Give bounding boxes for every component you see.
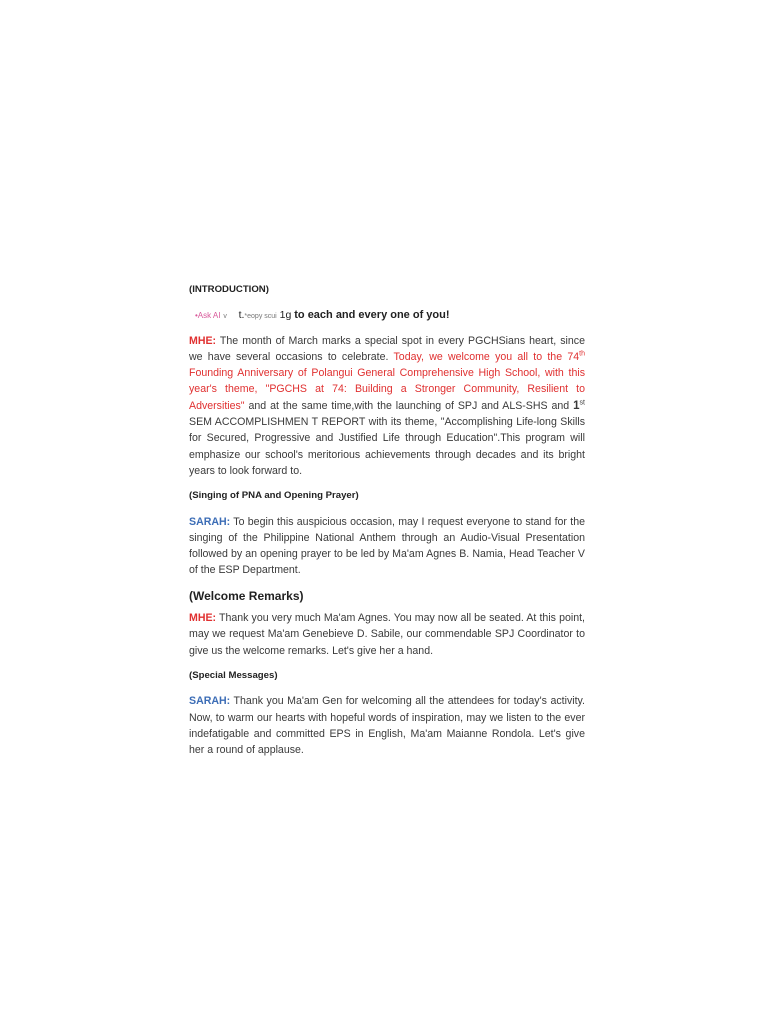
paragraph-sarah-anthem [189,514,585,579]
speaker-label: SARAH: [189,695,231,708]
paragraph-text: and at the same time,with the launching of SPJ and ALS-SHS and [244,399,574,412]
paragraph-text: To begin this auspicious occasion, may I request everyone to stand for the singing of the Philippine National Anthem through an Audio-Visual Presentation followed by an opening prayer to be led by Ma'am Agnes B. Namia, Head Teacher V of the ESP Department. [189,515,585,577]
paragraph-text: Thank you very much Ma'am Agnes. You may now all be seated. At this point, may we request Ma'am Genebieve D. Sabile, our commendable SPJ Coordinator to give us the welcome remarks. Let's give her a hand. [189,612,585,657]
chevron-down-icon: v [223,313,227,321]
superscript: st [579,399,585,407]
introduction-heading: (INTRODUCTION) [189,284,269,295]
script-content [189,282,585,767]
section-heading-welcome: (Welcome Remarks) [189,588,304,603]
garbled-prefix: t. [238,309,245,322]
speaker-label: MHE: [189,612,217,625]
paragraph-mhe-welcome [189,610,585,659]
paragraph-text: The month of March marks a special spot in every PGCHSians heart, since we have several occasions to celebrate. [189,334,585,363]
greeting-text: to each and every one of you! [294,309,450,322]
paragraph-text: SEM ACCOMPLISHMEN T REPORT with its theme, "Accomplishing Life-long Skills for Secured, Progressive and Justified Life through Education".This program will emphasize our school's meritorious achievements through decades and its bright years to look forward to. [189,416,585,477]
section-heading-special-messages: (Special Messages) [189,669,278,681]
paragraph-sarah-messages [189,693,585,758]
superscript: th [579,350,585,358]
speaker-label: MHE: [189,334,217,347]
highlighted-text: Today, we welcome you all to the 74 [393,350,580,363]
greeting-line [195,307,585,325]
section-heading-pna: (Singing of PNA and Opening Prayer) [189,490,359,502]
bold-number: 1 [573,399,580,412]
speaker-label: SARAH: [189,515,231,528]
ask-ai-button[interactable]: •Ask AI [195,311,221,321]
paragraph-text: Thank you Ma'am Gen for welcoming all the attendees for today's activity. Now, to warm our hearts with hopeful words of inspiration, may we listen to the ever indefatigable and committed EPS in English, Ma'am Maianne Rondola. Let's give her a round of applause. [189,695,585,757]
garbled-mid: 1g [279,309,292,322]
highlighted-text: Founding Anniversary of Polangui General Comprehensive High School, with this year's theme, "PGCHS at 74: Building a Stronger Community, Resilient to Adversities" [189,367,585,412]
paragraph-mhe-opening [189,333,585,480]
garbled-small-text: *eopy scui [244,313,277,321]
